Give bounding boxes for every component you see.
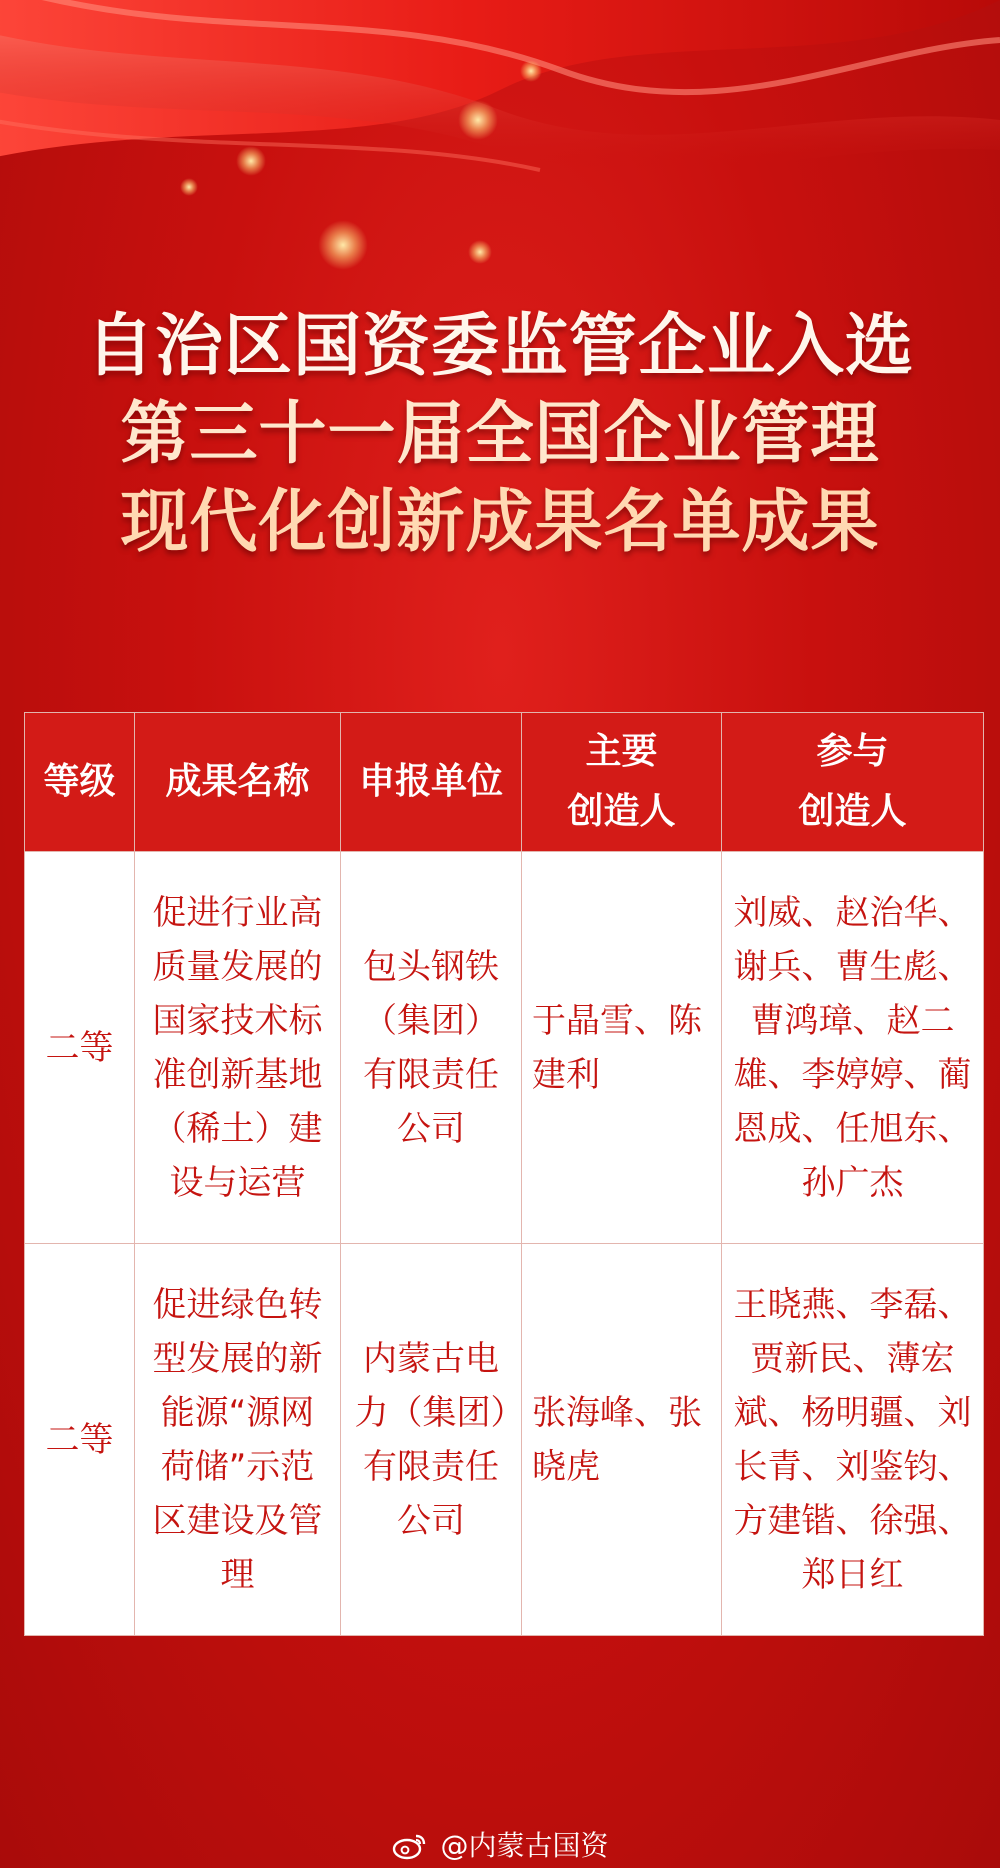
sparkle-decoration	[520, 60, 542, 82]
header-participant	[722, 713, 984, 852]
header-name: 成果名称	[135, 713, 341, 852]
footer-watermark	[0, 1824, 1000, 1864]
title-line-2: 第三十一届全国企业管理	[120, 395, 880, 474]
cell-unit: 内蒙古电力（集团）有限责任公司	[341, 1244, 522, 1636]
table-row	[25, 1244, 984, 1636]
header-main-creator	[522, 713, 722, 852]
cell-name: 促进绿色转型发展的新能源“源网荷储”示范区建设及管理	[135, 1244, 341, 1636]
header-grade: 等级	[25, 713, 135, 852]
header-part-line2: 创造人	[798, 791, 907, 832]
title-line-1: 自治区国资委监管企业入选	[85, 307, 914, 386]
sparkle-decoration	[180, 178, 198, 196]
cell-main-creator: 张海峰、张晓虎	[522, 1244, 722, 1636]
sparkle-decoration	[236, 146, 266, 176]
sparkle-decoration	[318, 220, 368, 270]
table-header-row	[25, 713, 984, 852]
cell-participants: 王晓燕、李磊、贾新民、薄宏斌、杨明疆、刘长青、刘鉴钧、方建锴、徐强、郑日红	[722, 1244, 984, 1636]
cell-participants: 刘威、赵治华、谢兵、曹生彪、曹鸿璋、赵二雄、李婷婷、蔺恩成、任旭东、孙广杰	[722, 852, 984, 1244]
cell-grade: 二等	[25, 852, 135, 1244]
header-main-line1: 主要	[585, 731, 658, 772]
table-row	[25, 852, 984, 1244]
title-line-3: 现代化创新成果名单成果	[120, 483, 880, 562]
cell-main-creator: 于晶雪、陈建利	[522, 852, 722, 1244]
header-main-line2: 创造人	[567, 791, 676, 832]
silk-ribbon-decoration	[0, 0, 1000, 220]
cell-name: 促进行业高质量发展的国家技术标准创新基地（稀土）建设与运营	[135, 852, 341, 1244]
results-table	[24, 712, 984, 1636]
cell-grade: 二等	[25, 1244, 135, 1636]
footer-account: @内蒙古国资	[440, 1829, 609, 1862]
header-part-line1: 参与	[816, 731, 889, 772]
weibo-icon	[392, 1831, 428, 1861]
cell-unit: 包头钢铁（集团）有限责任公司	[341, 852, 522, 1244]
sparkle-decoration	[468, 240, 492, 264]
sparkle-decoration	[458, 100, 498, 140]
header-unit: 申报单位	[341, 713, 522, 852]
